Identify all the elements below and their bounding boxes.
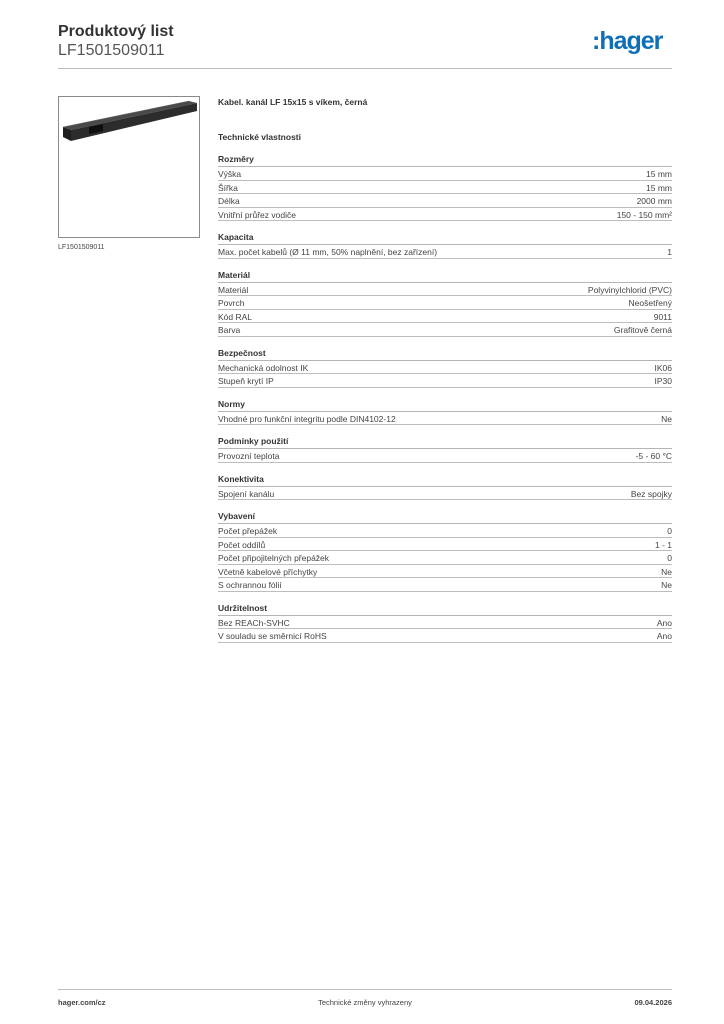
section-title: Konektivita [218, 473, 672, 487]
section-dimensions [218, 153, 672, 221]
spec-row [218, 361, 672, 375]
section-title: Vybavení [218, 510, 672, 524]
spec-label: S ochrannou fólií [218, 580, 282, 590]
product-code: LF1501509011 [58, 42, 165, 59]
spec-label: Kód RAL [218, 311, 253, 322]
section-title: Udržitelnost [218, 602, 672, 616]
spec-row [218, 565, 672, 579]
spec-label: Počet připojitelných přepážek [218, 553, 330, 563]
document-header [58, 22, 174, 60]
spec-label: Mechanická odolnost IK [218, 362, 309, 373]
section-title: Materiál [218, 269, 672, 283]
section-capacity [218, 231, 672, 259]
spec-label: Stupeň krytí IP [218, 376, 274, 386]
section-material [218, 269, 672, 337]
spec-row [218, 310, 672, 324]
spec-value: -5 - 60 °C [635, 451, 672, 461]
spec-row [218, 578, 672, 592]
spec-label: Šířka [218, 182, 238, 193]
section-title: Podmínky použití [218, 435, 672, 449]
logo-text: :hager [592, 27, 663, 55]
spec-label: Délka [218, 196, 240, 206]
spec-label: Počet přepážek [218, 526, 278, 536]
spec-content [218, 95, 672, 643]
footer-disclaimer: Technické změny vyhrazeny [318, 998, 412, 1007]
spec-row [218, 296, 672, 310]
document-title: Produktový list [58, 23, 174, 40]
cable-duct-illustration [59, 97, 199, 237]
spec-row [218, 208, 672, 222]
spec-value: 1 [667, 247, 672, 257]
spec-heading: Technické vlastnosti [218, 132, 301, 142]
spec-value: Grafitově černá [613, 325, 672, 335]
spec-row [218, 412, 672, 426]
spec-label: Včetně kabelové příchytky [218, 566, 318, 577]
spec-value: Bez spojky [630, 488, 672, 499]
spec-row [218, 629, 672, 643]
spec-value: 2000 mm [636, 196, 672, 206]
spec-row [218, 616, 672, 630]
spec-label: Povrch [218, 298, 245, 308]
spec-label: Počet oddílů [218, 539, 266, 550]
spec-value: 9011 [653, 311, 672, 322]
spec-value: IP30 [654, 376, 672, 386]
spec-row [218, 245, 672, 259]
spec-row [218, 181, 672, 195]
footer-date: 09.04.2026 [634, 998, 672, 1007]
spec-row [218, 538, 672, 552]
spec-value: Polyvinylchlorid (PVC) [587, 284, 672, 295]
spec-label: Vhodné pro funkční integritu podle DIN4102-12 [218, 413, 396, 424]
spec-row [218, 551, 672, 565]
spec-value: 1 - 1 [654, 539, 672, 550]
spec-row [218, 323, 672, 337]
spec-value: Ano [656, 631, 672, 641]
section-title: Normy [218, 398, 672, 412]
spec-row [218, 487, 672, 501]
spec-value: 0 [667, 553, 672, 563]
spec-row [218, 524, 672, 538]
section-title: Bezpečnost [218, 347, 672, 361]
spec-value: Ano [656, 617, 672, 628]
spec-value: 15 mm [646, 169, 672, 179]
spec-value: 0 [667, 526, 672, 536]
spec-value: Ne [661, 580, 672, 590]
image-caption: LF1501509011 [58, 244, 105, 251]
spec-row [218, 194, 672, 208]
spec-label: Vnitřní průřez vodiče [218, 209, 296, 220]
section-sustainability [218, 602, 672, 643]
spec-label: Výška [218, 169, 242, 179]
section-equipment [218, 510, 672, 592]
spec-value: 15 mm [646, 182, 672, 193]
footer-divider [58, 989, 672, 990]
spec-value: Neošetřený [628, 298, 672, 308]
spec-value: Ne [661, 413, 672, 424]
spec-label: Provozní teplota [218, 451, 280, 461]
section-connectivity [218, 473, 672, 501]
spec-value: 150 - 150 mm² [616, 209, 672, 220]
spec-label: Materiál [218, 284, 249, 295]
section-standards [218, 398, 672, 426]
spec-label: Spojení kanálu [218, 488, 275, 499]
spec-row [218, 283, 672, 297]
spec-value: Ne [661, 566, 672, 577]
footer-website-link[interactable]: hager.com/cz [58, 998, 106, 1007]
section-title: Rozměry [218, 153, 672, 167]
section-title: Kapacita [218, 231, 672, 245]
product-image [58, 96, 200, 238]
section-safety [218, 347, 672, 388]
spec-row [218, 167, 672, 181]
section-operating-conditions [218, 435, 672, 463]
spec-label: Bez REACh-SVHC [218, 617, 290, 628]
spec-label: Barva [218, 325, 241, 335]
header-divider [58, 68, 672, 69]
product-name: Kabel. kanál LF 15x15 s víkem, černá [218, 97, 368, 107]
spec-row [218, 374, 672, 388]
spec-label: Max. počet kabelů (Ø 11 mm, 50% naplnění, bez zařízení) [218, 247, 438, 257]
spec-row [218, 449, 672, 463]
spec-value: IK06 [654, 362, 672, 373]
hager-logo [592, 27, 672, 55]
spec-label: V souladu se směrnicí RoHS [218, 631, 327, 641]
